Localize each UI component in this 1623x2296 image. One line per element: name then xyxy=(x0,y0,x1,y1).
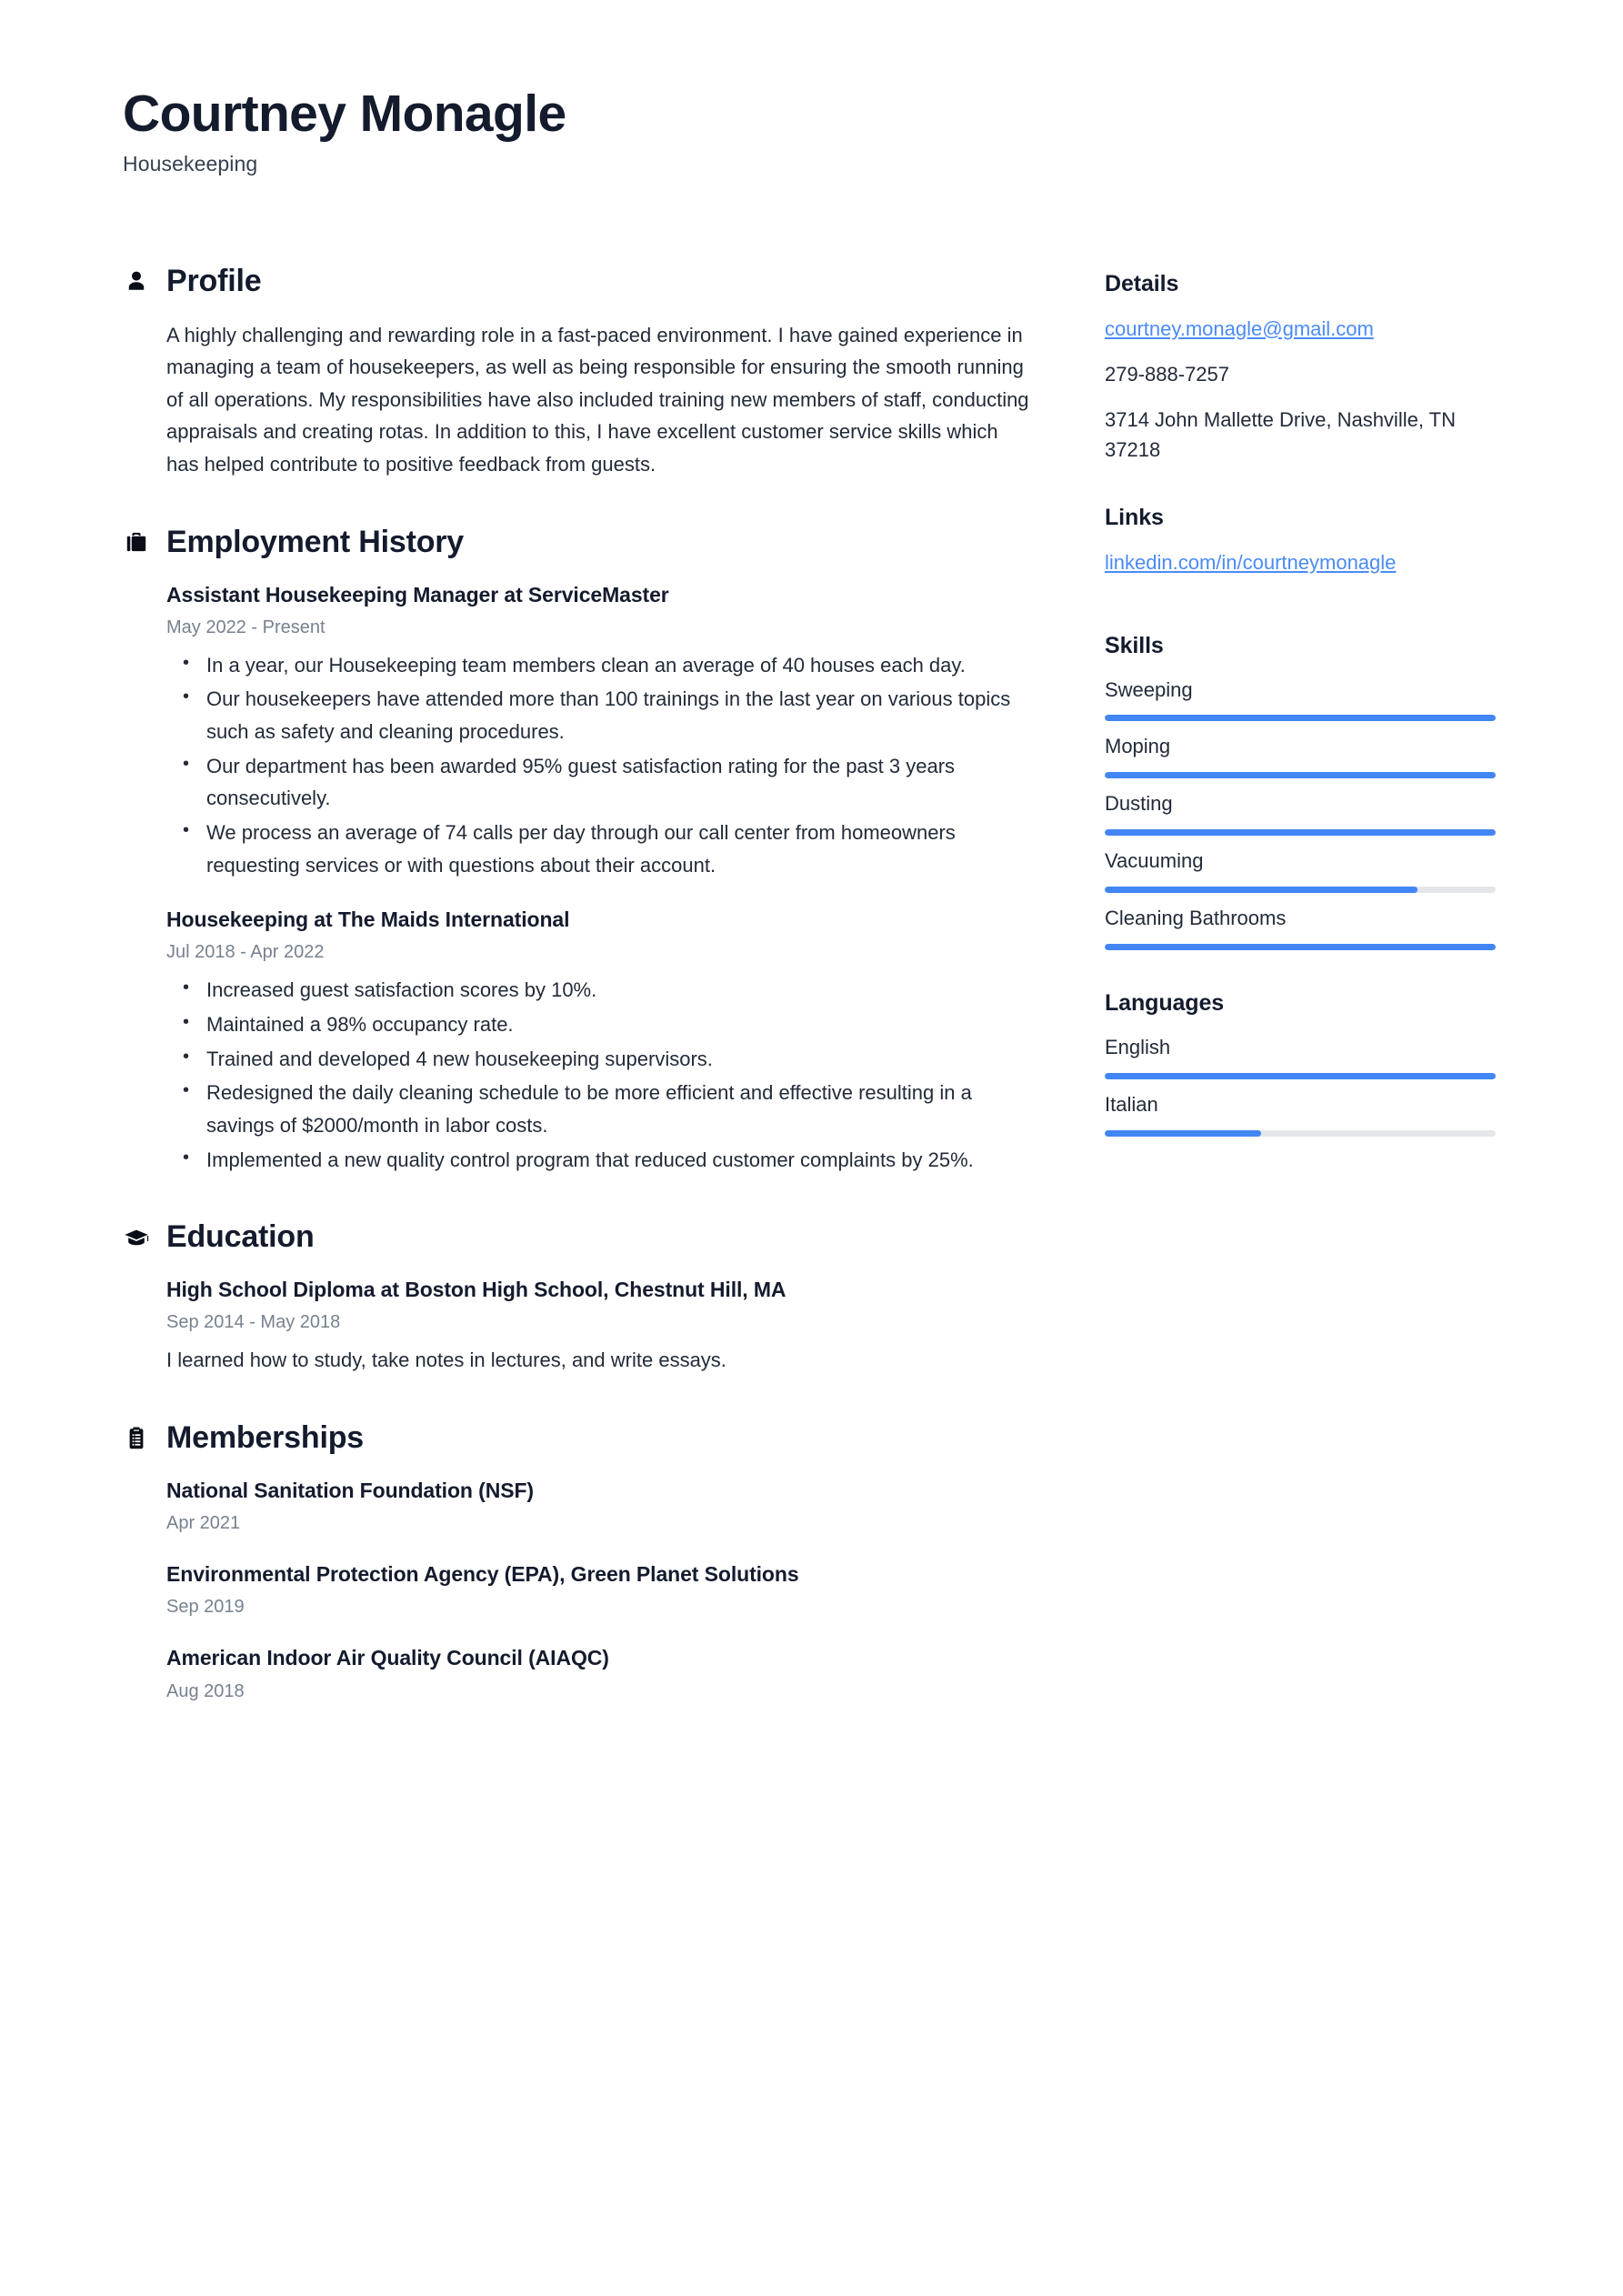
resume-header xyxy=(123,86,1514,176)
section-education-title: Education xyxy=(166,1219,315,1255)
list-item: • Redesigned the daily cleaning schedule to be more efficient and effective resulting in a savings of $2000/month in labor costs. xyxy=(206,1077,1032,1141)
education-date: Sep 2014 - May 2018 xyxy=(166,1312,341,1333)
skill-track xyxy=(1105,944,1496,950)
employment-job-bullets xyxy=(166,649,1032,881)
skill-label: Vacuuming xyxy=(1105,849,1204,873)
list-item: • Increased guest satisfaction scores by 10%. xyxy=(206,974,1032,1007)
list-item: • In a year, our Housekeeping team members clean an average of 40 houses each day. xyxy=(206,649,1032,682)
section-memberships-body xyxy=(123,1476,1032,1704)
language-label: English xyxy=(1105,1036,1171,1058)
language-meter xyxy=(1105,1090,1496,1137)
membership-date: Aug 2018 xyxy=(166,1680,245,1701)
linkedin-link[interactable]: linkedin.com/in/courtneymonagle xyxy=(1105,550,1397,574)
employment-entry xyxy=(166,905,1032,1176)
skill-meter xyxy=(1105,732,1496,778)
membership-name: National Sanitation Foundation (NSF) xyxy=(166,1478,534,1502)
skill-fill xyxy=(1105,829,1496,836)
phone-number: 279-888-7257 xyxy=(1105,362,1230,386)
employment-job-title: Housekeeping at The Maids International xyxy=(166,907,570,932)
section-employment-body xyxy=(123,580,1032,1177)
skill-track xyxy=(1105,715,1496,721)
skill-meter xyxy=(1105,789,1496,836)
membership-name: American Indoor Air Quality Council (AIAQC) xyxy=(166,1646,609,1670)
section-employment-header xyxy=(123,525,1032,560)
skill-track xyxy=(1105,772,1496,778)
postal-address: 3714 John Mallette Drive, Nashville, TN 37218 xyxy=(1105,407,1456,461)
skill-meter xyxy=(1105,676,1496,722)
language-fill xyxy=(1105,1130,1261,1137)
skill-fill xyxy=(1105,772,1496,778)
user-icon xyxy=(123,267,150,295)
language-fill xyxy=(1105,1073,1496,1079)
membership-name: Environmental Protection Agency (EPA), Green Planet Solutions xyxy=(166,1562,799,1587)
section-education-header xyxy=(123,1219,1032,1255)
section-employment-title: Employment History xyxy=(166,524,465,559)
list-item: • Trained and developed 4 new housekeeping supervisors. xyxy=(206,1043,1032,1076)
membership-entry xyxy=(166,1643,1032,1703)
skill-label: Dusting xyxy=(1105,792,1173,816)
list-item: • Maintained a 98% occupancy rate. xyxy=(206,1008,1032,1041)
section-memberships-header xyxy=(123,1420,1032,1456)
language-label: Italian xyxy=(1105,1092,1158,1116)
employment-job-bullets xyxy=(166,974,1032,1176)
skill-fill xyxy=(1105,944,1496,950)
education-degree: High School Diploma at Boston High School, Chestnut Hill, MA xyxy=(166,1278,786,1302)
section-education-body xyxy=(123,1275,1032,1377)
candidate-name: Courtney Monagle xyxy=(123,85,566,143)
membership-entry xyxy=(166,1476,1032,1536)
skill-label: Sweeping xyxy=(1105,677,1193,701)
membership-entry xyxy=(166,1559,1032,1619)
list-item: • We process an average of 74 calls per day through our call center from homeowners requesting services or with questions about their account. xyxy=(206,817,1032,881)
sidebar-skills xyxy=(1105,633,1496,950)
employment-job-date: May 2022 - Present xyxy=(166,617,326,637)
section-profile-body xyxy=(123,319,1032,481)
section-profile-header xyxy=(123,264,1032,299)
language-track xyxy=(1105,1130,1496,1137)
candidate-job-title: Housekeeping xyxy=(123,151,258,175)
main-column xyxy=(123,264,1032,1748)
profile-text: A highly challenging and rewarding role in a fast-paced environment. I have gained experience in managing a team of housekeepers, as well as being responsible for ensuring the smooth running of all operations. My responsibilities have also included training new members of staff, conducting appraisals and creating rotas. In addition to this, I have excellent customer service skills which has helped contribute to positive feedback from guests. xyxy=(166,323,1029,476)
section-employment xyxy=(123,525,1032,1177)
skill-meter xyxy=(1105,904,1496,950)
section-memberships xyxy=(123,1420,1032,1704)
skill-fill xyxy=(1105,887,1418,893)
section-education xyxy=(123,1219,1032,1377)
graduation-cap-icon xyxy=(123,1224,150,1251)
employment-job-date: Jul 2018 - Apr 2022 xyxy=(166,942,325,963)
education-entry xyxy=(166,1275,1032,1377)
sidebar-links-title: Links xyxy=(1105,504,1164,530)
language-meter xyxy=(1105,1033,1496,1079)
skill-label: Moping xyxy=(1105,735,1171,758)
skill-fill xyxy=(1105,715,1496,721)
skill-track xyxy=(1105,887,1496,893)
list-item: • Implemented a new quality control program that reduced customer complaints by 25%. xyxy=(206,1144,1032,1177)
sidebar-links xyxy=(1105,505,1496,593)
section-memberships-title: Memberships xyxy=(166,1419,364,1455)
skill-meter xyxy=(1105,847,1496,893)
resume-columns xyxy=(123,264,1514,1748)
briefcase-icon xyxy=(123,528,150,556)
section-profile-title: Profile xyxy=(166,263,262,298)
membership-date: Apr 2021 xyxy=(166,1513,241,1534)
list-item: • Our housekeepers have attended more than 100 trainings in the last year on various topics such as safety and cleaning procedures. xyxy=(206,683,1032,747)
sidebar-languages xyxy=(1105,990,1496,1137)
clipboard-list-icon xyxy=(123,1424,150,1451)
skill-label: Cleaning Bathrooms xyxy=(1105,907,1287,930)
education-description: I learned how to study, take notes in lectures, and write essays. xyxy=(166,1349,726,1372)
sidebar-details-title: Details xyxy=(1105,270,1179,296)
language-track xyxy=(1105,1073,1496,1079)
sidebar-column xyxy=(1105,264,1496,1177)
sidebar-details xyxy=(1105,271,1496,465)
membership-date: Sep 2019 xyxy=(166,1597,245,1618)
employment-entry xyxy=(166,580,1032,882)
employment-job-title: Assistant Housekeeping Manager at ServiceMaster xyxy=(166,582,669,607)
email-link[interactable]: courtney.monagle@gmail.com xyxy=(1105,316,1374,340)
sidebar-skills-title: Skills xyxy=(1105,632,1164,658)
section-profile xyxy=(123,264,1032,481)
skill-track xyxy=(1105,829,1496,836)
sidebar-languages-title: Languages xyxy=(1105,990,1225,1016)
list-item: • Our department has been awarded 95% guest satisfaction rating for the past 3 years consecutively. xyxy=(206,750,1032,815)
